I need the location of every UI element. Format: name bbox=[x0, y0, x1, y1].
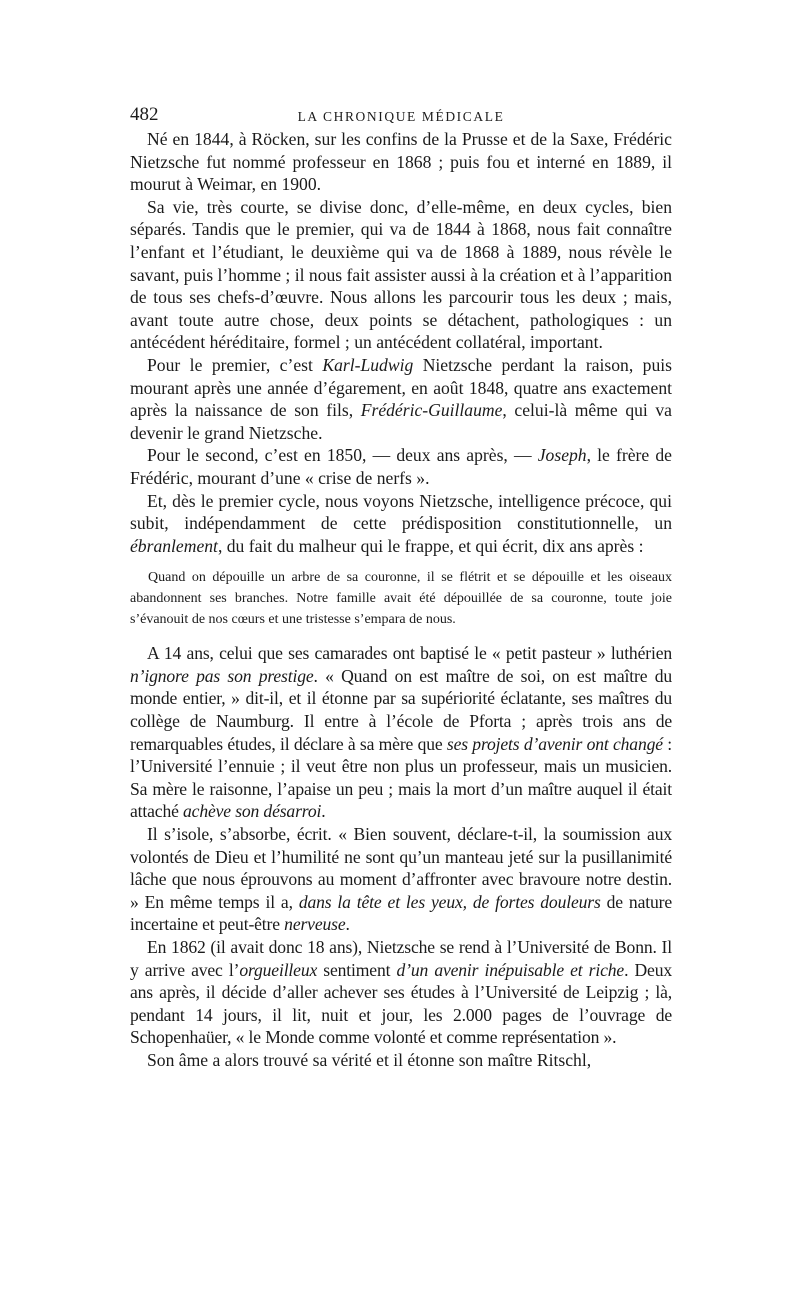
block-quote bbox=[130, 567, 672, 630]
paragraph-father: Pour le premier, c’est Karl-Ludwig Nietzsche perdant la raison, puis mourant après une année d’égarement, en août 1848, quatre ans exactement après la naissance de son fils, Frédéric-Guillaume, celui-là même qui va devenir le grand Nietzsche. bbox=[130, 354, 673, 443]
page-number: 482 bbox=[130, 104, 159, 125]
book-page bbox=[130, 98, 672, 1072]
header-title: LA CHRONIQUE MÉDICALE bbox=[297, 109, 505, 124]
emphasis-desarroi: achève son désarroi bbox=[183, 801, 322, 822]
emphasis-frederic-guillaume: Frédéric-Guillaume bbox=[360, 400, 503, 421]
body-text bbox=[130, 128, 672, 1072]
emphasis-avenir: d’un avenir inépuisable et riche bbox=[396, 959, 625, 980]
paragraph-youth: A 14 ans, celui que ses camarades ont baptisé le « petit pasteur » luthérien n’ignore pas son prestige. « Quand on est maître de soi, on est maître du monde entier, » dit-il, et il étonne par sa supériorité éclatante, ses maîtres du collège de Naumburg. Il entre à l’école de Pforta ; après trois ans de remarquables études, il déclare à sa mère que ses projets d’avenir ont changé : l’Université l’ennuie ; il veut être non plus un professeur, mais un musicien. Sa mère le raisonne, l’apaise un peu ; mais la mort d’un maître auquel il était attaché achève son désarroi. bbox=[130, 643, 673, 822]
paragraph-birth: Né en 1844, à Röcken, sur les confins de la Prusse et de la Saxe, Frédéric Nietzsche fut nommé professeur en 1868 ; puis fou et interné en 1889, il mourut à Weimar, en 1900. bbox=[130, 129, 672, 195]
emphasis-prestige: n’ignore pas son prestige bbox=[130, 665, 314, 686]
emphasis-ebranlement: ébranlement bbox=[130, 535, 218, 556]
paragraph-first-cycle: Et, dès le premier cycle, nous voyons Nietzsche, intelligence précoce, qui subit, indépendamment de cette prédisposition constitutionnelle, un ébranlement, du fait du malheur qui le frappe, et qui écrit, dix ans après : bbox=[130, 490, 672, 556]
running-head bbox=[130, 98, 672, 128]
emphasis-orgueilleux: orgueilleux bbox=[239, 959, 318, 980]
paragraph-life-cycles: Sa vie, très courte, se divise donc, d’elle-même, en deux cycles, bien séparés. Tandis que le premier, qui va de 1844 à 1868, nous fait connaître l’enfant et l’étudiant, le deuxième qui va de 1868 à 1889, nous révèle le savant, puis l’homme ; il nous fait assister aussi à la création et à l’apparition de tous ses chefs-d’œuvre. Nous allons les parcourir tous les deux ; mais, avant toute autre chose, deux points se détachent, pathologiques : un antécédent héréditaire, formel ; un antécédent collatéral, important. bbox=[130, 196, 672, 353]
quote-text: Quand on dépouille un arbre de sa couronne, il se flétrit et se dépouille et les oiseaux abandonnent ses branches. Notre famille avait été dépouillée de sa couronne, toute joie s’évanouit de nos cœurs et une tristesse s’empara de nous. bbox=[130, 570, 672, 628]
paragraph-isolation: Il s’isole, s’absorbe, écrit. « Bien souvent, déclare-t-il, la soumission aux volontés de Dieu et l’humilité ne sont qu’un manteau jeté sur la pusillanimité lâche que nous éprouvons au moment d’affronter avec bravoure notre destin. » En même temps il a, dans la tête et les yeux, de fortes douleurs de nature incertaine et peut-être nerveuse. bbox=[130, 824, 672, 935]
paragraph-ritschl: Son âme a alors trouvé sa vérité et il étonne son maître Ritschl, bbox=[147, 1049, 592, 1070]
emphasis-joseph: Joseph bbox=[537, 445, 587, 466]
emphasis-douleurs: dans la tête et les yeux, de fortes douleurs bbox=[298, 891, 601, 912]
paragraph-university: En 1862 (il avait donc 18 ans), Nietzsche se rend à l’Université de Bonn. Il y arrive avec l’orgueilleux sentiment d’un avenir inépuisable et riche. Deux ans après, il décide d’aller achever ses études à l’Université de Leipzig ; là, pendant 14 jours, il lit, nuit et jour, les 2.000 pages de l’ouvrage de Schopenhaüer, « le Monde comme volonté et comme représentation ». bbox=[130, 937, 673, 1048]
paragraph-brother: Pour le second, c’est en 1850, — deux ans après, — Joseph, le frère de Frédéric, mourant d’une « crise de nerfs ». bbox=[130, 445, 672, 488]
emphasis-karl-ludwig: Karl-Ludwig bbox=[322, 354, 414, 375]
emphasis-projets: ses projets d’avenir ont changé bbox=[446, 733, 663, 754]
emphasis-nerveuse: nerveuse bbox=[284, 914, 346, 935]
